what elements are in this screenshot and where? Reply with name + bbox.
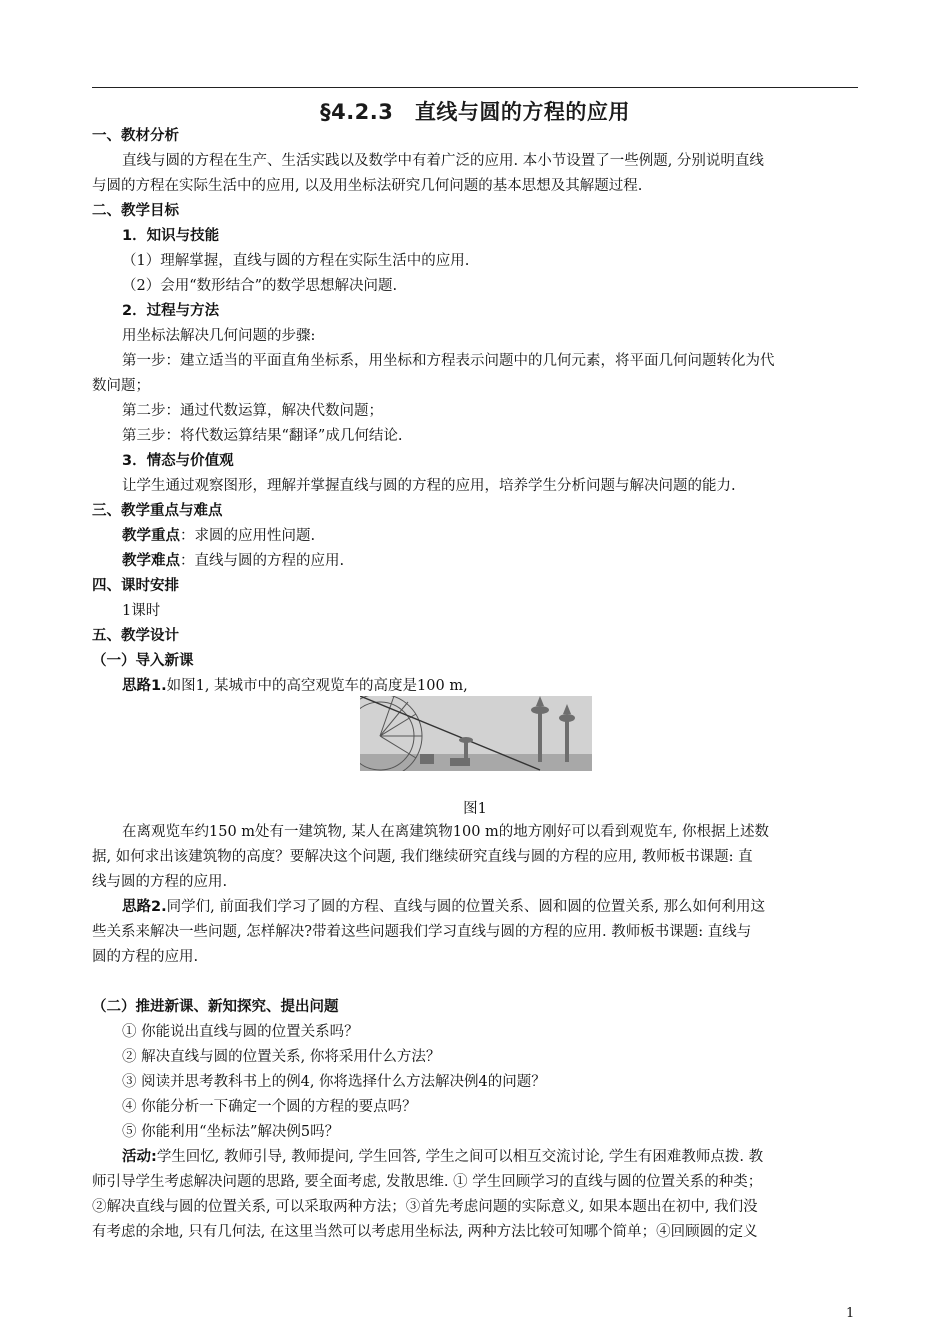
idea2-label: 思路2. [122,899,167,915]
list-item: （2）会用“数形结合”的数学思想解决问题. [122,278,398,294]
paragraph-line: 直线与圆的方程在生产、生活实践以及数学中有着广泛的应用. 本小节设置了一些例题, 分别说明直线 [122,153,764,169]
list-item: （1）理解掌握，直线与圆的方程在实际生活中的应用. [122,253,470,269]
idea2-line [122,897,765,917]
question-item: ④ 你能分析一下确定一个圆的方程的要点吗？ [122,1099,417,1115]
idea1-label: 思路1. [122,678,167,694]
question-item: ② 解决直线与圆的位置关系, 你将采用什么方法？ [122,1049,441,1065]
key-point-label: 教学重点 [122,528,180,544]
key-point-text: ：求圆的应用性问题. [180,528,316,544]
section-heading-teaching-design: 五、教学设计 [92,628,179,644]
question-item: ① 你能说出直线与圆的位置关系吗？ [122,1024,359,1040]
paragraph-line: 第三步：将代数运算结果“翻译”成几何结论. [122,428,403,444]
paragraph-line: 数问题； [92,378,150,394]
ferris-wheel-photo [360,696,592,771]
question-item: ⑤ 你能利用“坐标法”解决例5吗？ [122,1124,340,1140]
section-heading-textbook-analysis: 一、教材分析 [92,128,179,144]
section-heading-schedule: 四、课时安排 [92,578,179,594]
paragraph-line: 在离观览车约150 m处有一建筑物, 某人在离建筑物100 m的地方刚好可以看到观览车, 你根据上述数 [122,824,770,840]
paragraph-line: 有考虑的余地, 只有几何法, 在这里当然可以考虑用坐标法, 两种方法比较可知哪个简单；④回顾圆的定义 [92,1224,758,1240]
paragraph-line: 让学生通过观察图形，理解并掌握直线与圆的方程的应用，培养学生分析问题与解决问题的能力. [122,478,736,494]
activity-text: 学生回忆, 教师引导, 教师提问, 学生回答, 学生之间可以相互交流讨论, 学生有困难教师点拨. 教 [156,1149,764,1165]
activity-label: 活动: [122,1149,157,1165]
subheading-new-lesson: （二）推进新课、新知探究、提出问题 [92,999,339,1015]
difficulty-line [122,551,344,571]
paragraph-line: 第一步：建立适当的平面直角坐标系，用坐标和方程表示问题中的几何元素，将平面几何问题转化为代 [122,353,775,369]
paragraph-line: 师引导学生考虑解决问题的思路, 要全面考虑, 发散思维. ① 学生回顾学习的直线与圆的位置关系的种类； [92,1174,763,1190]
subheading-values: 3．情态与价值观 [122,453,234,469]
header-rule [92,87,858,88]
figure-caption: 图1 [463,801,487,817]
section-heading-teaching-goals: 二、教学目标 [92,203,179,219]
paragraph-line: 用坐标法解决几何问题的步骤: [122,328,316,344]
paragraph-line: 与圆的方程在实际生活中的应用, 以及用坐标法研究几何问题的基本思想及其解题过程. [92,178,643,194]
idea1-text: 如图1, 某城市中的高空观览车的高度是100 m, [166,678,468,694]
paragraph-line: 些关系来解决一些问题, 怎样解决?带着这些问题我们学习直线与圆的方程的应用. 教师板书课题: 直线与 [92,924,752,940]
paragraph-line: 线与圆的方程的应用. [92,874,228,890]
key-point-line [122,526,315,546]
page-title: §4.2.3 直线与圆的方程的应用 [320,100,630,124]
activity-line [122,1147,763,1167]
subheading-knowledge-skills: 1．知识与技能 [122,228,220,244]
subheading-process-methods: 2．过程与方法 [122,303,220,319]
paragraph-line: 据, 如何求出该建筑物的高度？要解决这个问题, 我们继续研究直线与圆的方程的应用, 教师板书课题: 直 [92,849,753,865]
paragraph-line: 第二步：通过代数运算，解决代数问题； [122,403,383,419]
section-heading-key-points: 三、教学重点与难点 [92,503,223,519]
paragraph-line: 1课时 [122,603,161,619]
difficulty-text: ：直线与圆的方程的应用. [180,553,345,569]
difficulty-label: 教学难点 [122,553,180,569]
paragraph-line: 圆的方程的应用. [92,949,199,965]
subheading-introduction: （一）导入新课 [92,653,194,669]
idea1-line [122,676,468,696]
paragraph-line: ②解决直线与圆的位置关系, 可以采取两种方法；③首先考虑问题的实际意义, 如果本题出在初中, 我们没 [92,1199,758,1215]
page-number: 1 [846,1306,855,1321]
idea2-text: 同学们, 前面我们学习了圆的方程、直线与圆的位置关系、圆和圆的位置关系, 那么如何利用这 [166,899,766,915]
question-item: ③ 阅读并思考教科书上的例4, 你将选择什么方法解决例4的问题？ [122,1074,546,1090]
